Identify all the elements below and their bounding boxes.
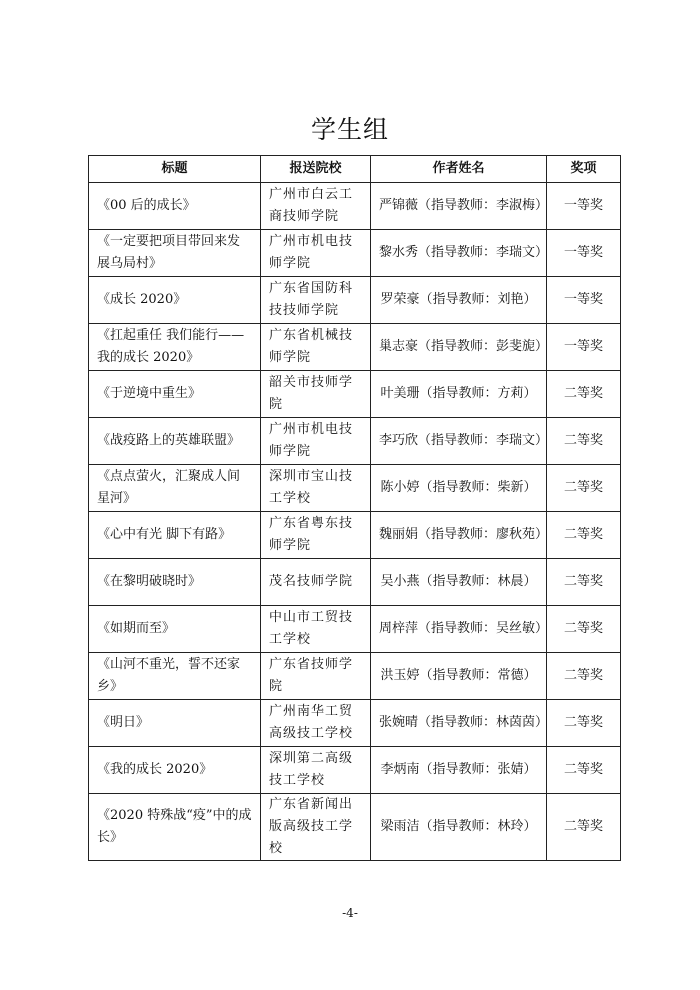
cell-award: 二等奖 [547,653,621,700]
table-row [89,794,621,861]
cell-school: 广东省国防科技技师学院 [261,277,371,324]
table-row [89,512,621,559]
cell-title: 《2020 特殊战“疫”中的成长》 [89,794,261,861]
page-number: -4- [342,906,358,920]
cell-title: 《成长 2020》 [89,277,261,324]
table-row [89,465,621,512]
cell-title: 《我的成长 2020》 [89,747,261,794]
cell-title: 《战疫路上的英雄联盟》 [89,418,261,465]
cell-author: 罗荣豪（指导教师：刘艳） [371,277,547,324]
cell-title: 《点点萤火，汇聚成人间星河》 [89,465,261,512]
cell-award: 二等奖 [547,747,621,794]
table-row [89,183,621,230]
table-row [89,700,621,747]
cell-school: 韶关市技师学院 [261,371,371,418]
cell-title: 《扛起重任 我们能行——我的成长 2020》 [89,324,261,371]
cell-author: 周梓萍（指导教师：吴丝敏） [371,606,547,653]
cell-author: 吴小燕（指导教师：林晨） [371,559,547,606]
table-row [89,747,621,794]
cell-title: 《于逆境中重生》 [89,371,261,418]
cell-title: 《明日》 [89,700,261,747]
table-row [89,277,621,324]
cell-author: 巢志豪（指导教师：彭斐旎） [371,324,547,371]
cell-school: 广州市机电技师学院 [261,418,371,465]
cell-author: 魏丽娟（指导教师：廖秋苑） [371,512,547,559]
table-row [89,606,621,653]
cell-school: 广州市白云工商技师学院 [261,183,371,230]
cell-author: 洪玉婷（指导教师：常德） [371,653,547,700]
cell-award: 二等奖 [547,465,621,512]
cell-author: 梁雨洁（指导教师：林玲） [371,794,547,861]
cell-award: 二等奖 [547,512,621,559]
cell-school: 深圳第二高级技工学校 [261,747,371,794]
cell-award: 二等奖 [547,559,621,606]
cell-award: 二等奖 [547,606,621,653]
header-title: 标题 [89,156,261,183]
cell-author: 李炳南（指导教师：张婧） [371,747,547,794]
page-title: 学生组 [310,115,389,144]
cell-author: 李巧欣（指导教师：李瑞文） [371,418,547,465]
table-body [89,183,621,861]
cell-school: 广州市机电技师学院 [261,230,371,277]
cell-title: 《一定要把项目带回来发展乌局村》 [89,230,261,277]
cell-award: 一等奖 [547,277,621,324]
cell-award: 一等奖 [547,230,621,277]
cell-title: 《如期而至》 [89,606,261,653]
cell-award: 二等奖 [547,371,621,418]
cell-author: 张婉晴（指导教师：林茵茵） [371,700,547,747]
table-row [89,418,621,465]
cell-title: 《山河不重光，誓不还家乡》 [89,653,261,700]
awards-table [88,155,621,861]
cell-title: 《00 后的成长》 [89,183,261,230]
cell-school: 广东省新闻出版高级技工学校 [261,794,371,861]
table-row [89,559,621,606]
cell-author: 黎水秀（指导教师：李瑞文） [371,230,547,277]
header-award: 奖项 [547,156,621,183]
cell-award: 二等奖 [547,794,621,861]
cell-author: 严锦薇（指导教师：李淑梅） [371,183,547,230]
table-header-row [89,156,621,183]
cell-award: 一等奖 [547,324,621,371]
cell-school: 广州南华工贸高级技工学校 [261,700,371,747]
cell-school: 深圳市宝山技工学校 [261,465,371,512]
cell-school: 广东省粤东技师学院 [261,512,371,559]
cell-award: 二等奖 [547,418,621,465]
cell-school: 广东省技师学院 [261,653,371,700]
cell-school: 广东省机械技师学院 [261,324,371,371]
header-author: 作者姓名 [371,156,547,183]
table-row [89,371,621,418]
cell-school: 茂名技师学院 [261,559,371,606]
cell-author: 叶美珊（指导教师：方莉） [371,371,547,418]
cell-school: 中山市工贸技工学校 [261,606,371,653]
header-school: 报送院校 [261,156,371,183]
cell-title: 《心中有光 脚下有路》 [89,512,261,559]
cell-award: 一等奖 [547,183,621,230]
cell-author: 陈小婷（指导教师：柴新） [371,465,547,512]
cell-title: 《在黎明破晓时》 [89,559,261,606]
table-row [89,653,621,700]
table-row [89,230,621,277]
cell-award: 二等奖 [547,700,621,747]
table-row [89,324,621,371]
